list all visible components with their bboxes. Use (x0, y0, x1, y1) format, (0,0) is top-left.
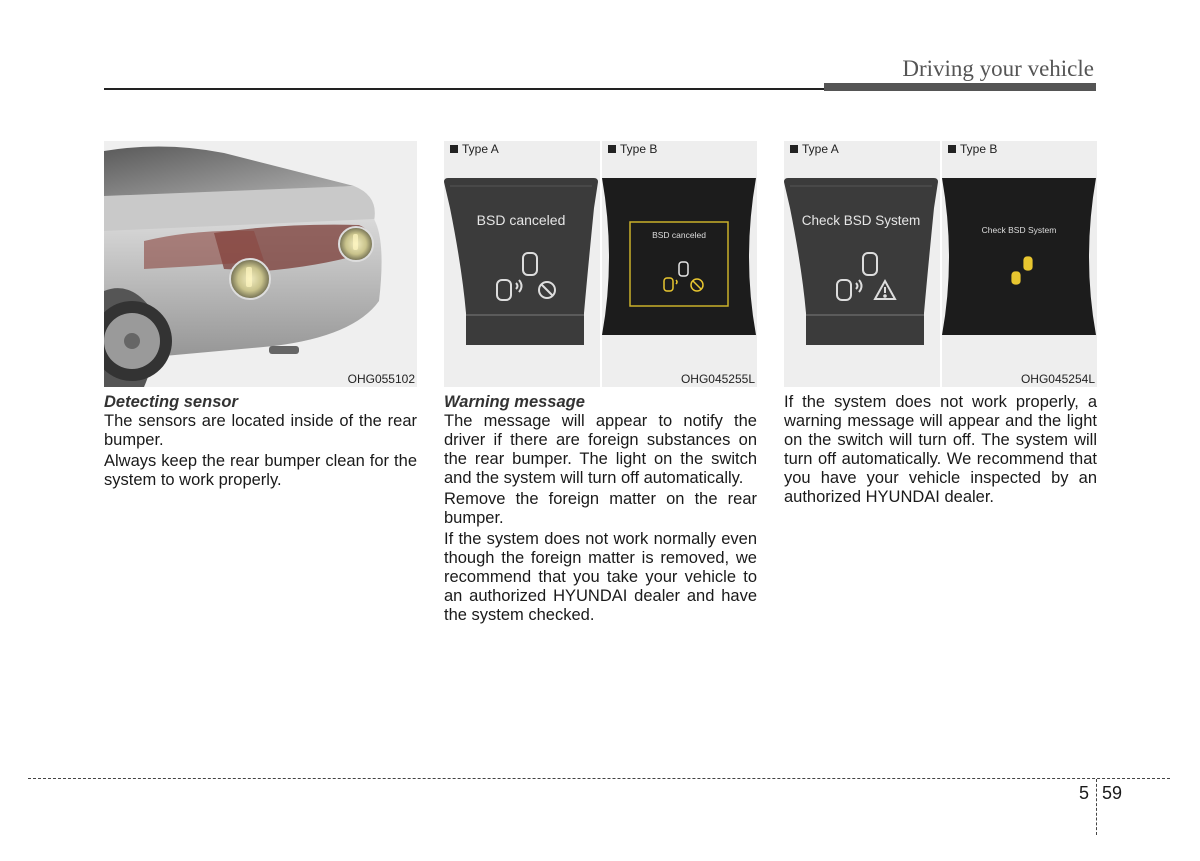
page-number: 59 (1102, 783, 1123, 803)
column-warning-message (444, 141, 757, 627)
display-type-a (784, 178, 938, 345)
display-type-a (444, 178, 598, 345)
display-message: BSD canceled (652, 230, 706, 240)
paragraph: The sensors are located inside of the rear bumper. (104, 412, 417, 449)
figure-bsd-canceled (444, 141, 757, 387)
type-a-label: Type A (450, 142, 499, 156)
paragraph: The message will appear to notify the driver if there are foreign substances on the rear bumper. The light on the switch and the system will turn off automatically. (444, 412, 757, 487)
column-detecting-sensor (104, 141, 417, 492)
figure-rear-bumper (104, 141, 417, 387)
figure-code: OHG045255L (680, 372, 755, 386)
section-number: 5 (1079, 783, 1090, 803)
section-heading: Warning message (444, 393, 585, 411)
paragraph: If the system does not work normally even though the foreign matter is removed, we recommend that you take your vehicle to an authorized HYUNDAI dealer and have the system checked. (444, 530, 757, 624)
display-message: BSD canceled (476, 212, 566, 228)
figure-check-bsd (784, 141, 1097, 387)
display-message: Check BSD System (981, 225, 1057, 235)
footer-dashed-line (28, 778, 1170, 779)
car-rear-illustration (104, 141, 417, 387)
display-type-b (942, 178, 1096, 345)
paragraph: Always keep the rear bumper clean for the system to work properly. (104, 452, 417, 489)
display-message: Check BSD System (801, 213, 921, 228)
display-type-b (602, 178, 756, 345)
paragraph: Remove the foreign matter on the rear bumper. (444, 490, 757, 527)
section-heading: Detecting sensor (104, 393, 238, 411)
type-a-label: Type A (790, 142, 839, 156)
footer-dashed-divider (1096, 779, 1097, 835)
header-rule (104, 88, 824, 90)
page-header-title: Driving your vehicle (902, 56, 1094, 81)
type-b-label: Type B (608, 142, 657, 156)
paragraph: If the system does not work properly, a warning message will appear and the light on the switch will turn off. The system will turn off automatically. We recommend that you have your vehicle inspected by an authorized HYUNDAI dealer. (784, 393, 1097, 506)
figure-code: OHG055102 (347, 372, 415, 386)
figure-code: OHG045254L (1020, 372, 1095, 386)
column-check-bsd-system (784, 141, 1097, 509)
type-b-label: Type B (948, 142, 997, 156)
header-accent-bar (824, 83, 1096, 91)
